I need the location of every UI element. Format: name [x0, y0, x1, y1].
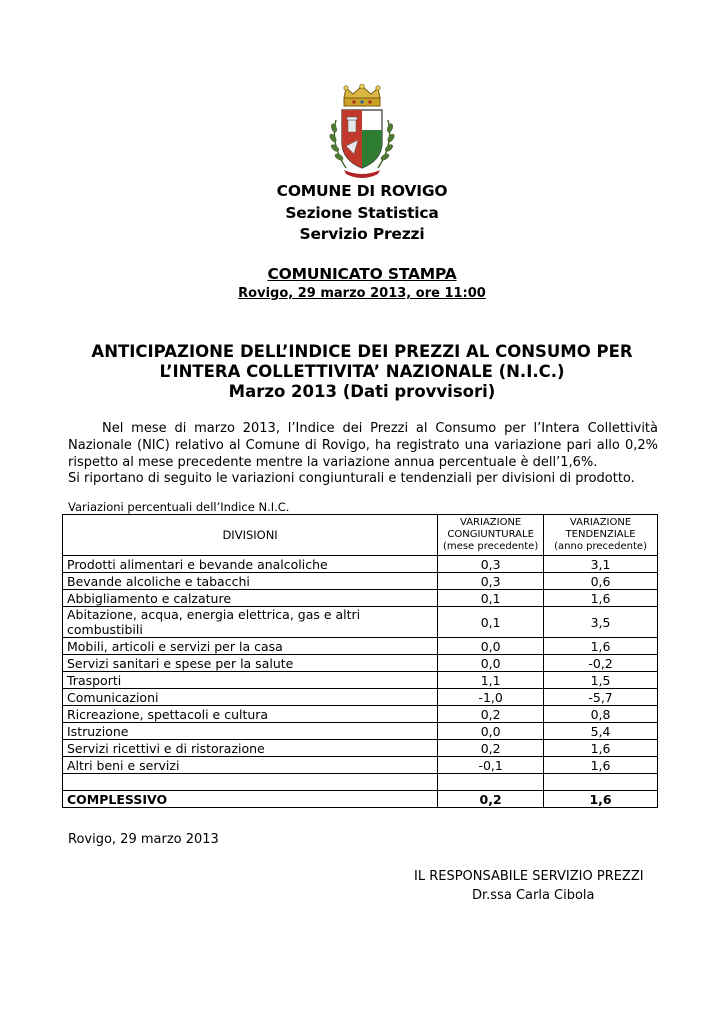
row-tend: 1,6 — [544, 590, 658, 607]
row-tend: 0,8 — [544, 706, 658, 723]
table-row — [63, 607, 658, 638]
shield-icon — [342, 110, 382, 168]
header-divisions: DIVISIONI — [63, 515, 438, 556]
table-row — [63, 723, 658, 740]
row-cong: 0,3 — [438, 556, 544, 573]
row-cong: -1,0 — [438, 689, 544, 706]
crown-icon — [344, 84, 380, 106]
row-cong: 0,2 — [438, 706, 544, 723]
row-cong: 0,0 — [438, 655, 544, 672]
row-division: Servizi ricettivi e di ristorazione — [63, 740, 438, 757]
header-tend-line3: (anno precedente) — [554, 541, 647, 552]
header-tendenziale — [544, 515, 658, 556]
row-cong: 0,0 — [438, 723, 544, 740]
header-congiunturale — [438, 515, 544, 556]
row-division: Trasporti — [63, 672, 438, 689]
main-title-line1: ANTICIPAZIONE DELL’INDICE DEI PREZZI AL CONSUMO PER — [91, 342, 633, 361]
row-tend: 0,6 — [544, 573, 658, 590]
row-tend: 1,6 — [544, 757, 658, 774]
row-division: Altri beni e servizi — [63, 757, 438, 774]
signatory-role: IL RESPONSABILE SERVIZIO PREZZI — [414, 869, 644, 884]
row-tend: 3,5 — [544, 607, 658, 638]
header-section: Sezione Statistica — [285, 204, 439, 222]
row-division: Ricreazione, spettacoli e cultura — [63, 706, 438, 723]
table-row — [63, 757, 658, 774]
press-date: Rovigo, 29 marzo 2013, ore 11:00 — [238, 286, 486, 301]
table-header-row — [63, 515, 658, 556]
row-division: Mobili, articoli e servizi per la casa — [63, 638, 438, 655]
table-caption: Variazioni percentuali dell’Indice N.I.C. — [68, 500, 290, 514]
header-comune: COMUNE DI ROVIGO — [276, 182, 448, 200]
table-total-row — [63, 791, 658, 808]
row-tend: 3,1 — [544, 556, 658, 573]
row-tend: 5,4 — [544, 723, 658, 740]
signatory-name: Dr.ssa Carla Cibola — [472, 888, 595, 903]
row-tend: -5,7 — [544, 689, 658, 706]
table-row — [63, 740, 658, 757]
row-division: Abitazione, acqua, energia elettrica, gas e altri combustibili — [63, 607, 438, 638]
row-division: Abbigliamento e calzature — [63, 590, 438, 607]
table-row — [63, 672, 658, 689]
total-tend: 1,6 — [544, 791, 658, 808]
row-tend: -0,2 — [544, 655, 658, 672]
row-cong: 0,0 — [438, 638, 544, 655]
signature-block — [414, 867, 644, 905]
place-date: Rovigo, 29 marzo 2013 — [68, 832, 219, 847]
coat-of-arms-icon — [324, 84, 400, 184]
header-cong-line3: (mese precedente) — [443, 541, 539, 552]
body-paragraph-2: Si riportano di seguito le variazioni congiunturali e tendenziali per divisioni di prodotto. — [68, 471, 635, 486]
nic-table — [62, 514, 658, 808]
row-division: Bevande alcoliche e tabacchi — [63, 573, 438, 590]
table-row — [63, 590, 658, 607]
header-tend-line1: VARIAZIONE — [569, 517, 632, 528]
row-cong: 0,2 — [438, 740, 544, 757]
row-tend: 1,6 — [544, 638, 658, 655]
row-tend: 1,5 — [544, 672, 658, 689]
row-cong: -0,1 — [438, 757, 544, 774]
table-row — [63, 706, 658, 723]
main-title-line3: Marzo 2013 (Dati provvisori) — [228, 382, 496, 401]
row-cong: 1,1 — [438, 672, 544, 689]
table-row — [63, 638, 658, 655]
body-paragraph-1: Nel mese di marzo 2013, l’Indice dei Prezzi al Consumo per l’Intera Collettività Nazionale (NIC) relativo al Comune di Rovigo, ha registrato una variazione pari allo 0,2% rispetto al mese precedente mentre la variazione annua percentuale è dell’1,6%. — [68, 421, 658, 470]
header-cong-line1: VARIAZIONE — [460, 517, 522, 528]
row-division: Istruzione — [63, 723, 438, 740]
table-row — [63, 556, 658, 573]
row-tend: 1,6 — [544, 740, 658, 757]
table-row — [63, 573, 658, 590]
table-row — [63, 689, 658, 706]
row-cong: 0,1 — [438, 590, 544, 607]
ribbon-icon — [344, 170, 380, 178]
header-service: Servizio Prezzi — [299, 225, 425, 243]
header-cong-line2: CONGIUNTURALE — [447, 529, 534, 540]
total-label: COMPLESSIVO — [63, 791, 438, 808]
total-cong: 0,2 — [438, 791, 544, 808]
press-title: COMUNICATO STAMPA — [267, 265, 457, 283]
row-division: Servizi sanitari e spese per la salute — [63, 655, 438, 672]
row-division: Comunicazioni — [63, 689, 438, 706]
row-division: Prodotti alimentari e bevande analcoliche — [63, 556, 438, 573]
table-row — [63, 655, 658, 672]
table-spacer-row — [63, 774, 658, 791]
main-title-line2: L’INTERA COLLETTIVITA’ NAZIONALE (N.I.C.) — [159, 362, 565, 381]
row-cong: 0,3 — [438, 573, 544, 590]
row-cong: 0,1 — [438, 607, 544, 638]
header-tend-line2: TENDENZIALE — [565, 529, 636, 540]
